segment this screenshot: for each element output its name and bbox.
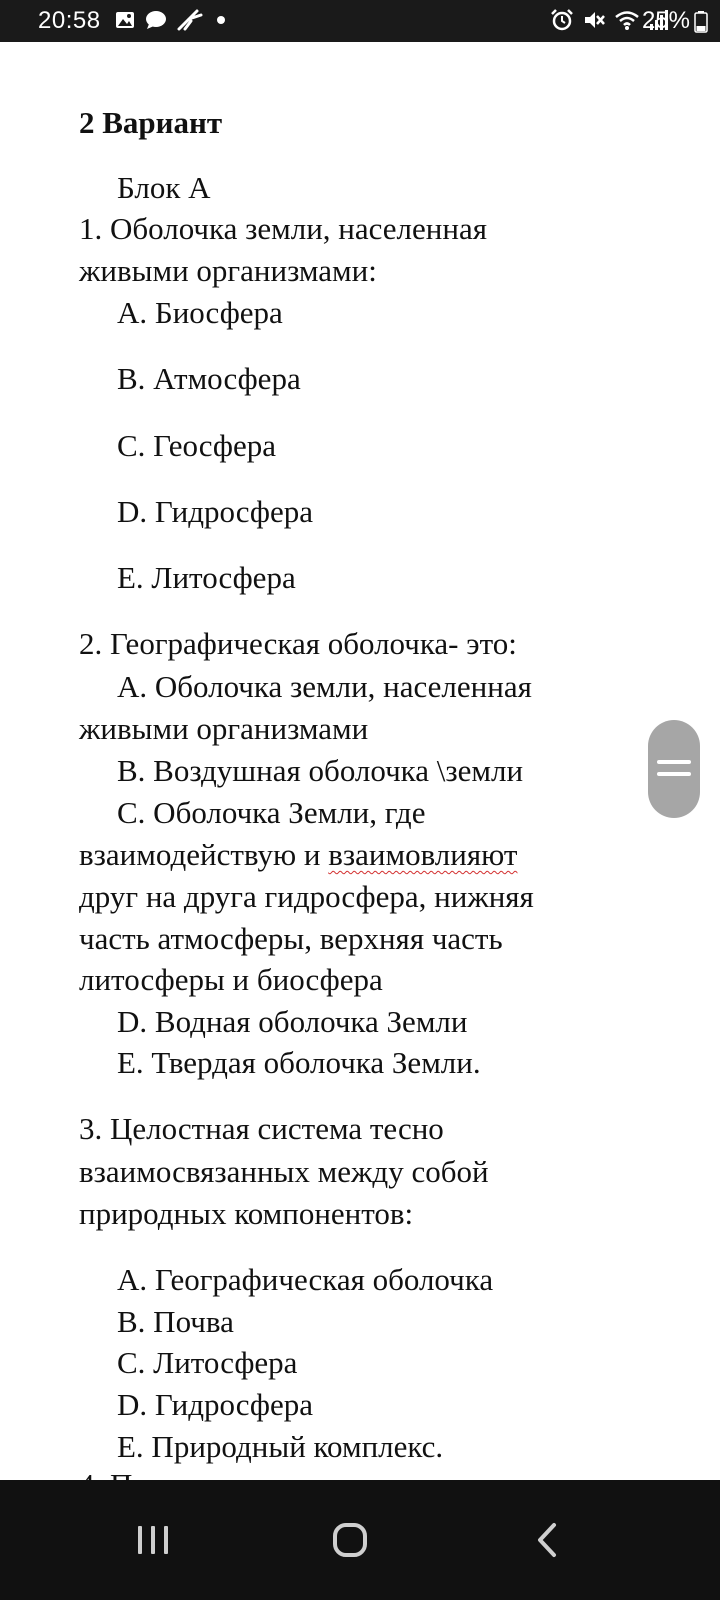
- question-1-option-b: B. Атмосфера: [117, 361, 301, 396]
- navigation-bar: [0, 1480, 720, 1600]
- back-button[interactable]: [512, 1508, 582, 1572]
- text-span: взаимодействую и: [79, 837, 321, 872]
- recent-apps-icon: [118, 1559, 188, 1576]
- question-3-option-e: E. Природный комплекс.: [117, 1429, 444, 1464]
- status-time: 20:58: [38, 7, 101, 34]
- battery-percent: 25%: [641, 7, 690, 34]
- question-2-option-c: C. Оболочка Земли, где: [117, 795, 426, 830]
- question-3-option-a: A. Географическая оболочка: [117, 1262, 494, 1297]
- mute-icon: [582, 9, 606, 31]
- alarm-icon: [550, 9, 574, 31]
- question-2-option-c-cont: литосферы и биосфера: [79, 962, 383, 997]
- recent-apps-button[interactable]: [118, 1508, 188, 1572]
- question-2-option-b: B. Воздушная оболочка \земли: [117, 753, 524, 788]
- question-3-option-d: D. Гидросфера: [117, 1387, 314, 1422]
- back-icon: [512, 1559, 582, 1576]
- question-2-option-d: D. Водная оболочка Земли: [117, 1004, 468, 1039]
- document-title: 2 Вариант: [79, 105, 223, 140]
- question-1-text: живыми организмами:: [79, 253, 377, 288]
- question-3-text: взаимосвязанных между собой: [79, 1154, 489, 1189]
- question-2-text: 2. Географическая оболочка- это:: [79, 626, 517, 661]
- question-2-option-c-cont: друг на друга гидросфера, нижняя: [79, 879, 534, 914]
- question-1-option-a: A. Биосфера: [117, 295, 283, 330]
- fast-scroll-handle[interactable]: [648, 720, 700, 818]
- question-3-text: 3. Целостная система тесно: [79, 1111, 444, 1146]
- tuning-fork-icon: [177, 9, 203, 31]
- wifi-icon: [614, 9, 640, 31]
- question-2-option-c-cont: [79, 835, 517, 875]
- question-3-option-c: C. Литосфера: [117, 1345, 298, 1380]
- question-2-option-c-cont: часть атмосферы, верхняя часть: [79, 921, 503, 956]
- handle-grip-line: [657, 772, 691, 776]
- status-bar: [0, 0, 720, 42]
- message-icon: [145, 10, 167, 30]
- question-1-option-e: E. Литосфера: [117, 560, 296, 595]
- question-2-option-a-cont: живыми организмами: [79, 711, 369, 746]
- question-3-option-b: B. Почва: [117, 1304, 234, 1339]
- question-2-option-e: E. Твердая оболочка Земли.: [117, 1045, 481, 1080]
- question-1-text: 1. Оболочка земли, населенная: [79, 211, 487, 246]
- block-heading: Блок А: [117, 170, 211, 205]
- home-icon: [315, 1559, 385, 1576]
- spellcheck-word[interactable]: взаимовлияют: [328, 837, 518, 872]
- question-1-option-d: D. Гидросфера: [117, 494, 314, 529]
- battery-icon: [694, 11, 708, 33]
- question-1-option-c: C. Геосфера: [117, 428, 277, 463]
- dot-icon: [213, 10, 229, 30]
- notification-icons: [115, 9, 229, 31]
- handle-grip-line: [657, 760, 691, 764]
- document-page[interactable]: [0, 42, 720, 1480]
- question-2-option-a: A. Оболочка земли, населенная: [117, 669, 532, 704]
- image-icon: [115, 11, 135, 29]
- question-3-text: природных компонентов:: [79, 1196, 414, 1231]
- home-button[interactable]: [315, 1508, 385, 1572]
